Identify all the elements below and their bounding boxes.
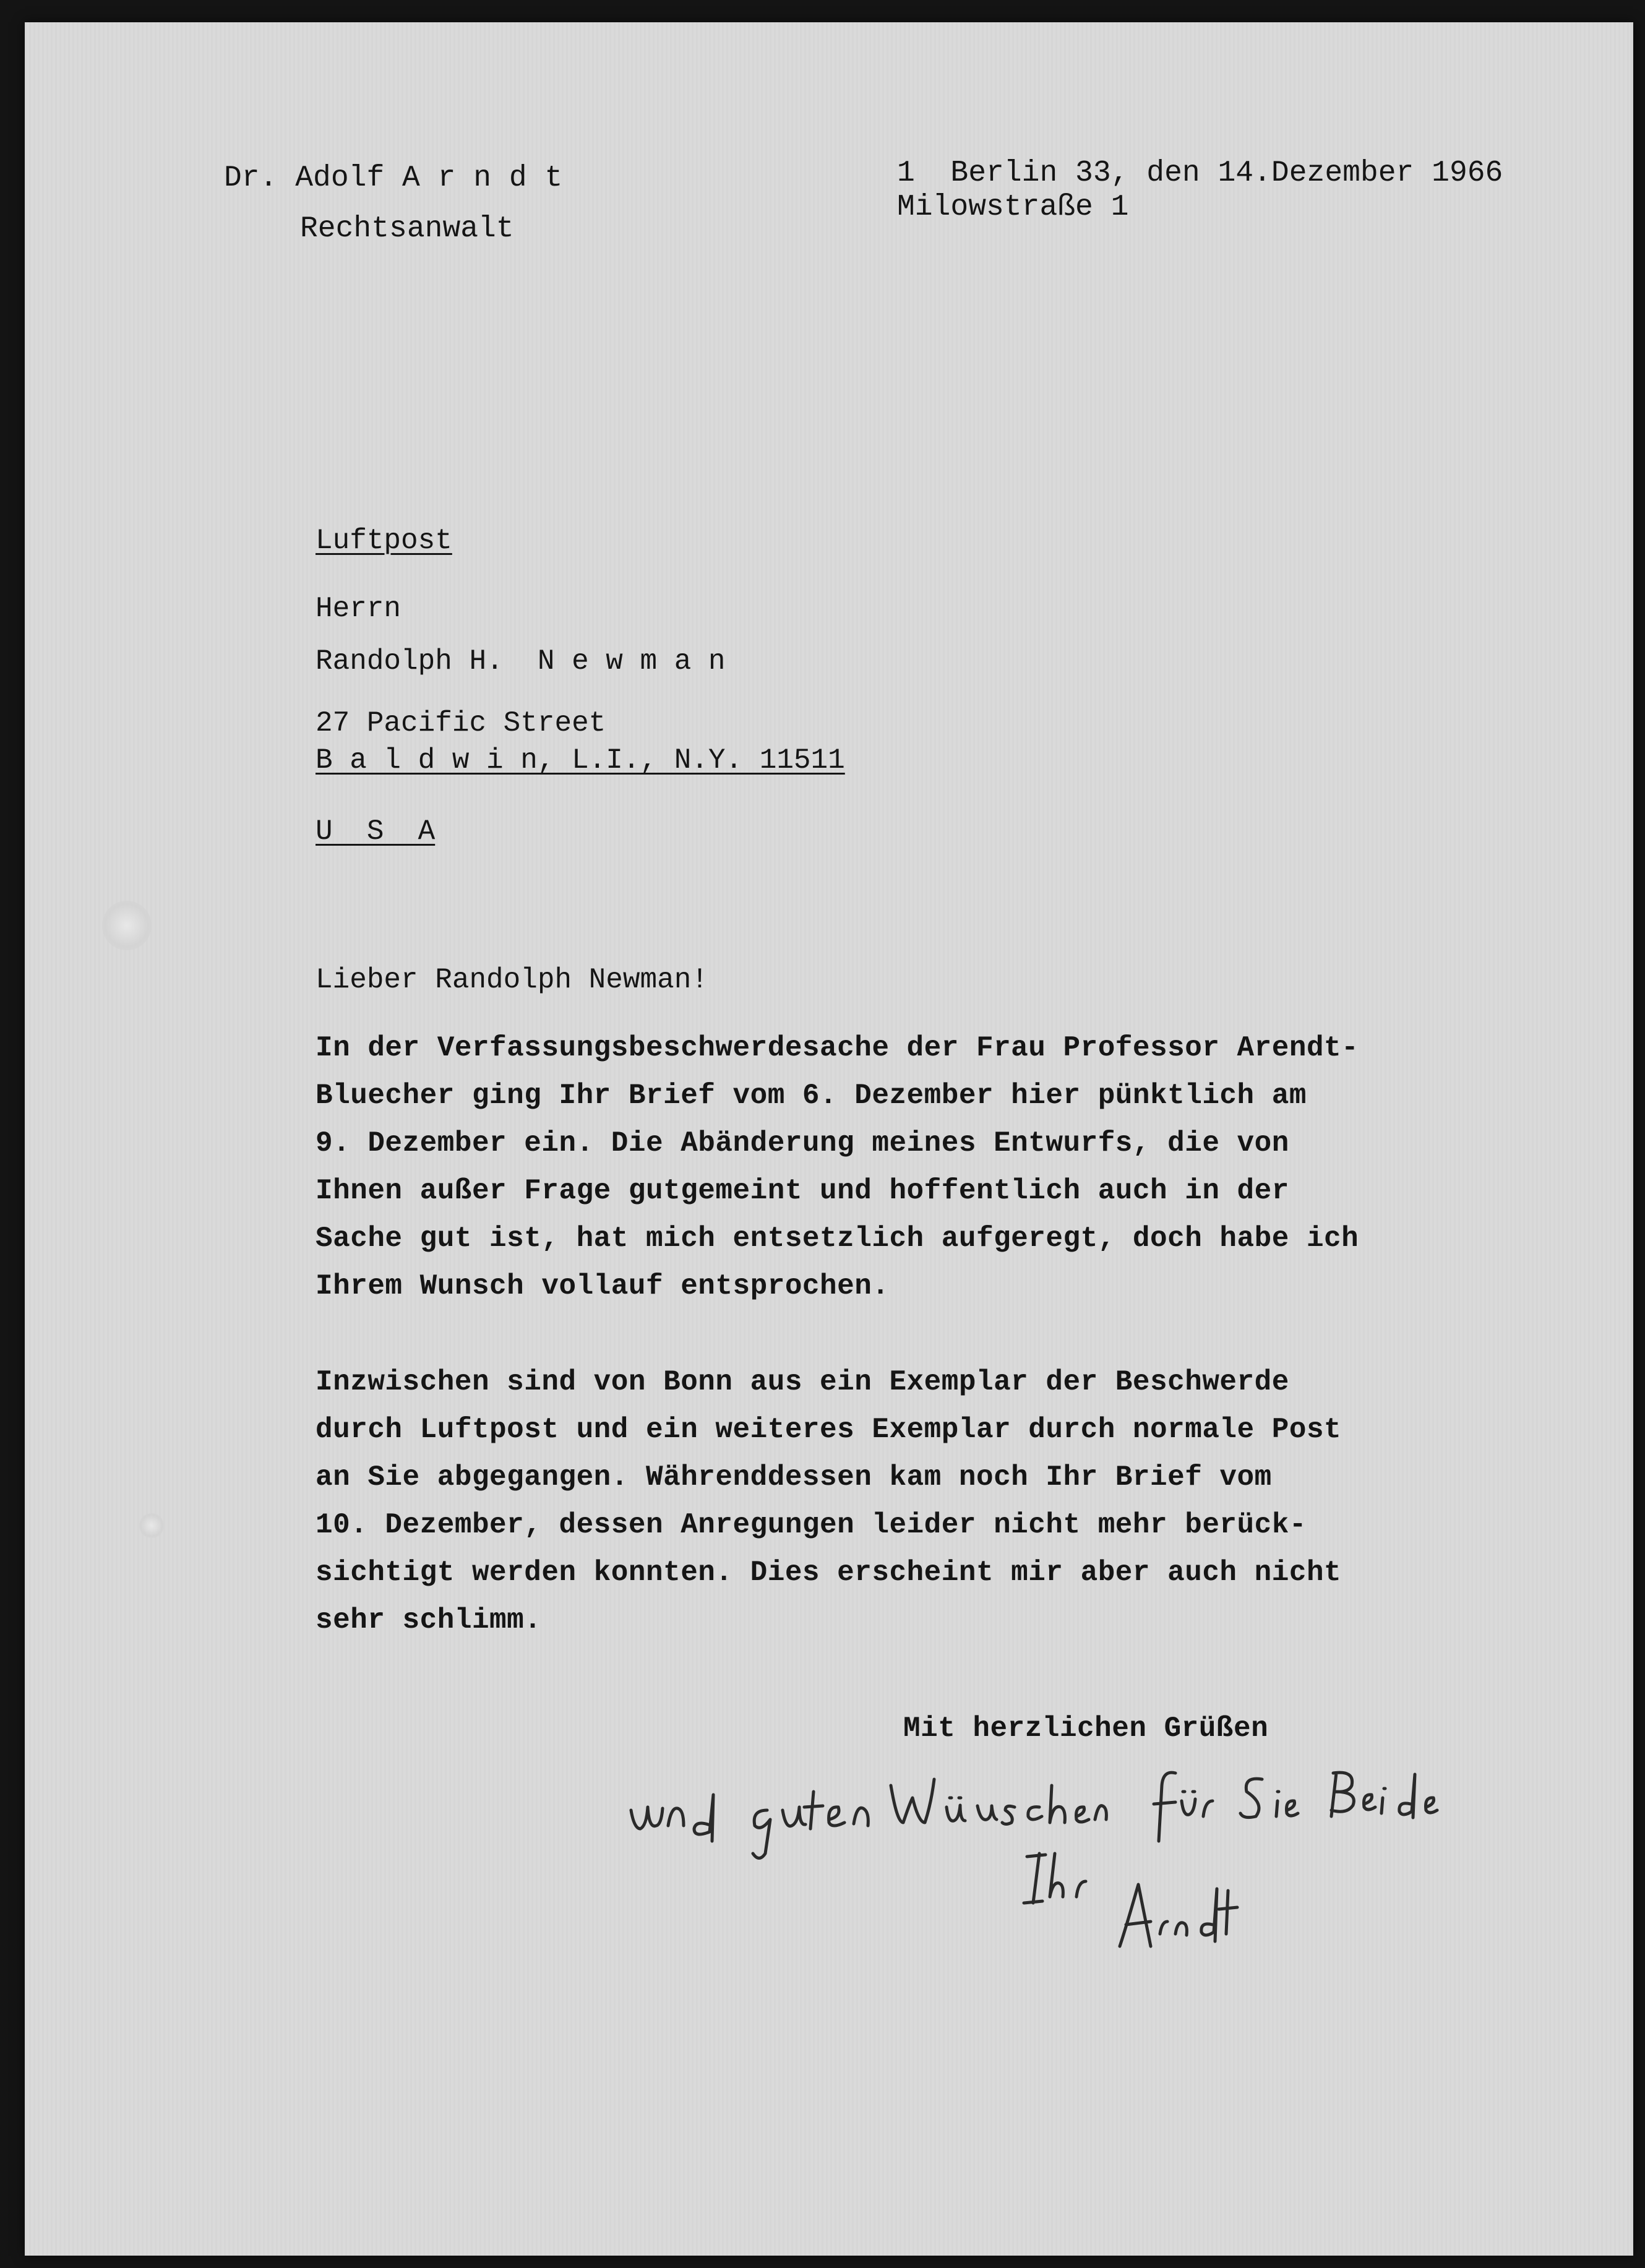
body-line: sehr schlimm. xyxy=(316,1604,542,1636)
recipient-street: 27 Pacific Street xyxy=(316,707,606,739)
body-line: Sache gut ist, hat mich entsetzlich aufgeregt, doch habe ich xyxy=(316,1222,1359,1255)
body-line: Ihrem Wunsch vollauf entsprochen. xyxy=(316,1270,890,1302)
greeting: Lieber Randolph Newman! xyxy=(316,964,708,996)
letter-page xyxy=(25,22,1633,2256)
recipient-city: B a l d w i n, L.I., N.Y. 11511 xyxy=(316,744,845,776)
handwritten-signature xyxy=(25,22,1633,2256)
recipient-country: U S A xyxy=(316,815,436,848)
body-line: 10. Dezember, dessen Anregungen leider nicht mehr berück- xyxy=(316,1509,1307,1541)
body-line: In der Verfassungsbeschwerdesache der Frau Professor Arendt- xyxy=(316,1032,1359,1064)
body-line: durch Luftpost und ein weiteres Exemplar durch normale Post xyxy=(316,1414,1342,1446)
mail-type-label: Luftpost xyxy=(316,525,452,557)
body-line: an Sie abgegangen. Währenddessen kam noch Ihr Brief vom xyxy=(316,1461,1272,1493)
closing: Mit herzlichen Grüßen xyxy=(903,1712,1269,1745)
sender-street: Milowstraße 1 xyxy=(897,191,1129,224)
recipient-salutation: Herrn xyxy=(316,593,402,625)
body-line: Inzwischen sind von Bonn aus ein Exemplar der Beschwerde xyxy=(316,1366,1289,1398)
sender-title: Rechtsanwalt xyxy=(300,212,514,246)
sender-name: Dr. Adolf A r n d t xyxy=(224,161,563,195)
body-line: Ihnen außer Frage gutgemeint und hoffentlich auch in der xyxy=(316,1175,1289,1207)
body-line: 9. Dezember ein. Die Abänderung meines Entwurfs, die von xyxy=(316,1127,1289,1159)
body-line: Bluecher ging Ihr Brief vom 6. Dezember hier pünktlich am xyxy=(316,1080,1307,1112)
recipient-name: Randolph H. N e w m a n xyxy=(316,645,726,677)
body-line: sichtigt werden konnten. Dies erscheint mir aber auch nicht xyxy=(316,1557,1342,1589)
place-date: 1 Berlin 33, den 14.Dezember 1966 xyxy=(897,157,1503,190)
